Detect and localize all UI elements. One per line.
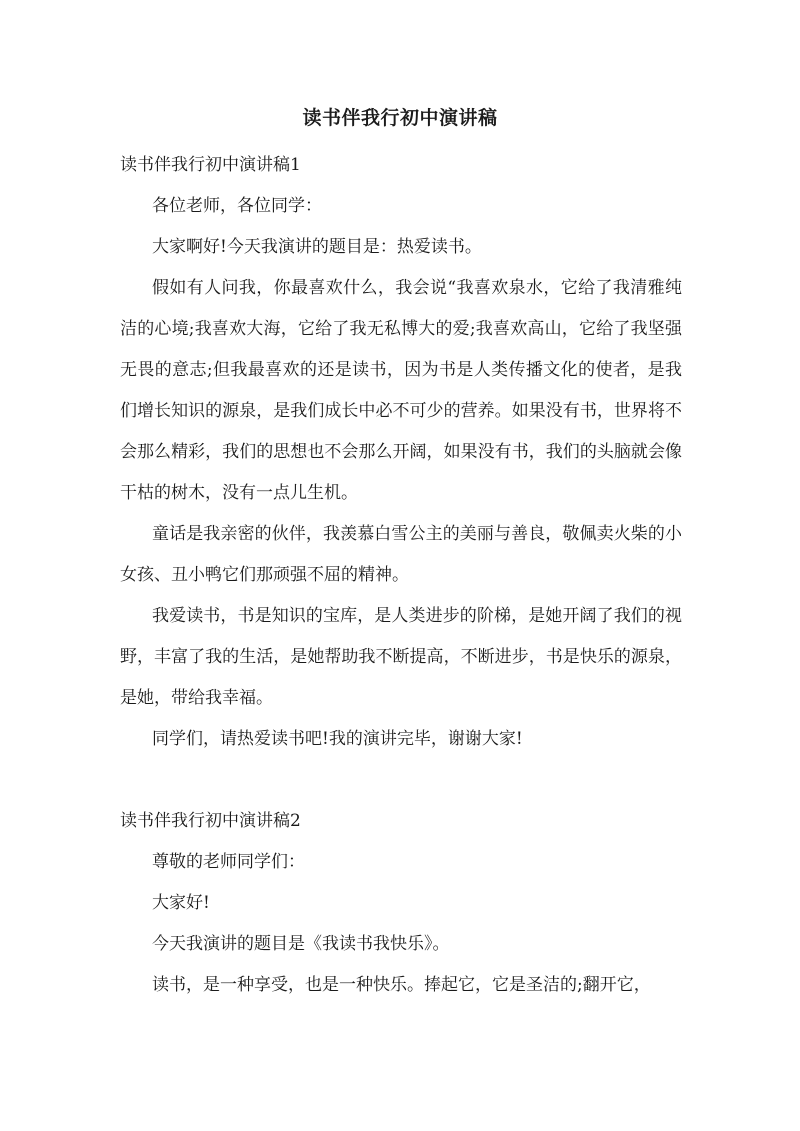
speech-1-paragraph: 童话是我亲密的伙伴，我羡慕白雪公主的美丽与善良，敬佩卖火柴的小女孩、丑小鸭它们那顽强不屈的精神。 [120, 524, 682, 585]
speech-2-paragraph: 读书，是一种享受，也是一种快乐。捧起它，它是圣洁的;翻开它， [152, 975, 651, 995]
speech-2-paragraph: 今天我演讲的题目是《我读书我快乐》。 [152, 934, 450, 954]
speech-1-paragraph: 假如有人问我，你最喜欢什么，我会说“我喜欢泉水，它给了我清雅纯洁的心境;我喜欢大海，它给了我无私博大的爱;我喜欢高山，它给了我坚强无畏的意志;但我最喜欢的还是读书，因为书是人类传播文化的使者，是我们增长知识的源泉，是我们成长中必不可少的营养。如果没有书，世界将不会那么精彩，我们的思想也不会那么开阔，如果没有书，我们的头脑就会像干枯的树木，没有一点儿生机。 [120, 278, 682, 503]
speech-2-heading: 读书伴我行初中演讲稿2 [120, 811, 301, 831]
document-title: 读书伴我行初中演讲稿 [302, 107, 498, 129]
speech-1-paragraph: 大家啊好!今天我演讲的题目是：热爱读书。 [152, 237, 482, 257]
speech-1-paragraph: 同学们，请热爱读书吧!我的演讲完毕，谢谢大家! [152, 729, 523, 749]
document-body [120, 145, 682, 1006]
speech-2-paragraph: 尊敬的老师同学们： [152, 852, 305, 872]
speech-1-paragraph: 各位老师，各位同学： [152, 196, 322, 216]
speech-1-heading: 读书伴我行初中演讲稿1 [120, 155, 301, 175]
speech-1-paragraph: 我爱读书，书是知识的宝库，是人类进步的阶梯，是她开阔了我们的视野，丰富了我的生活，是她帮助我不断提高，不断进步，书是快乐的源泉，是她，带给我幸福。 [120, 606, 682, 708]
speech-2-paragraph: 大家好! [152, 893, 210, 913]
